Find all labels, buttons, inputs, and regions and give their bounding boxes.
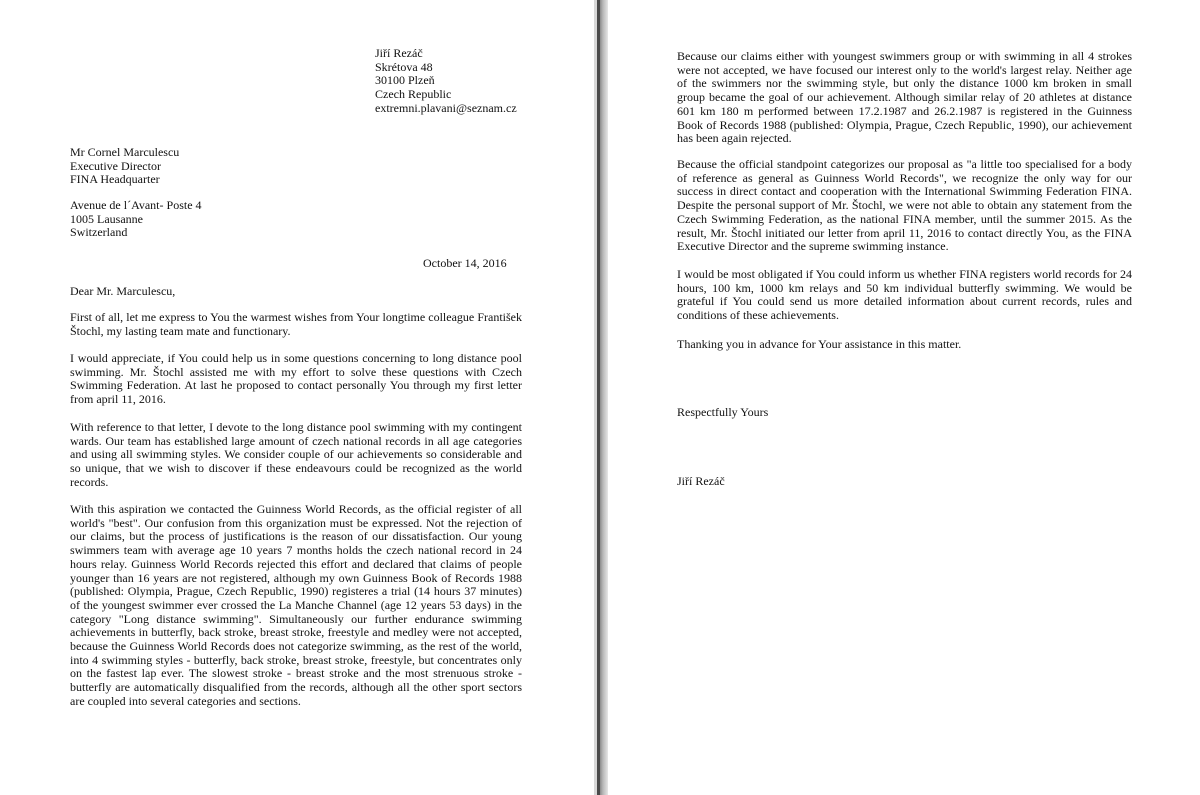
- paragraph: I would appreciate, if You could help us in some questions concerning to long distance pool swimming. Mr. Štochl assisted me with my effort to solve these questions with Czech Swimming Federation. At last he proposed to contact personally You through my first letter from april 11, 2016.: [70, 351, 522, 407]
- recipient-address-block: [70, 199, 202, 240]
- paragraph: With this aspiration we contacted the Guinness World Records, as the official register of all world's "best". Our confusion from this organization must be expressed. Not the rejection of our claims, but the process of justifications is the reason of our dissatisfaction. Our young swimmers team with average age 10 years 7 months holds the czech national record in 24 hours relay. Guinness World Records rejected this effort and declared that claims of people younger than 16 years are not registered, although my own Guinness Book of Records 1988 (published: Olympia, Prague, Czech Republic, 1990) registeres a trial (14 hours 37 minutes) of the youngest swimmer ever crossed the La Manche Channel (age 12 years 53 days) in the category "Long distance swimming". Simultaneously our further endurance swimming achievements in butterfly, back stroke, breast stroke, freestyle and medley were not accepted, because the Guinness World Records does not categorize swimming, as the rest of the world, into 4 swimming styles - butterfly, back stroke, breast stroke, freestyle, but concentrates only on the fastest lap ever. The slowest stroke - breast stroke and the most strenuous stroke - butterfly are automatically disqualified from the records, although all the other sport sectors are coupled into several categories and sections.: [70, 502, 522, 708]
- recipient-city: 1005 Lausanne: [70, 211, 143, 226]
- recipient-org: FINA Headquarter: [70, 172, 160, 187]
- paragraph: Because our claims either with youngest swimmers group or with swimming in all 4 strokes were not accepted, we have focused our interest only to the world's largest relay. Neither age of the swimmers nor the swimming style, but only the distance 1000 km broken in small group became the goal of our achievement. Although similar relay of 20 athletes at distance 601 km 180 m performed between 17.2.1987 and 26.2.1987 is registered in the Guinness Book of Records 1988 (published: Olympia, Prague, Czech Republic, 1990), our achievement has been again rejected.: [677, 49, 1132, 146]
- paragraph: With reference to that letter, I devote to the long distance pool swimming with my contingent wards. Our team has established large amount of czech national records in all age categories and using all swimming styles. We consider couple of our achievements so considerable and so unique, that we wish to discover if these endeavours could be recognized as the world records.: [70, 420, 522, 489]
- sender-city: 30100 Plzeň: [375, 73, 435, 88]
- paragraph: I would be most obligated if You could inform us whether FINA registers world records for 24 hours, 100 km, 1000 km relays and 50 km individual butterfly swimming. We would be grateful if You could send us more detailed information about current records, rules and conditions of these achievements.: [677, 267, 1132, 323]
- recipient-street: Avenue de l´Avant- Poste 4: [70, 198, 202, 212]
- paragraph: Thanking you in advance for Your assistance in this matter.: [677, 337, 962, 351]
- recipient-title: Executive Director: [70, 158, 161, 173]
- sender-address-block: [375, 47, 517, 116]
- recipient-country: Switzerland: [70, 225, 128, 240]
- paragraph: Because the official standpoint categorizes our proposal as "a little too specialised for a body of reference as general as Guinness World Records", we recognize the only way for our success in direct contact and cooperation with the International Swimming Federation FINA. Despite the personal support of Mr. Štochl, we were not able to obtain any statement from the Czech Swimming Federation, as the national FINA member, until the summer 2015. As the result, Mr. Štochl initiated our letter from april 11, 2016 to contact directly You, as the FINA Executive Director and the supreme swimming instance.: [677, 157, 1132, 254]
- recipient-name: Mr Cornel Marculescu: [70, 145, 180, 159]
- salutation: Dear Mr. Marculescu,: [70, 284, 176, 298]
- sender-name: Jiří Rezáč: [375, 46, 423, 60]
- document-page-right: [608, 0, 1200, 795]
- document-page-left: [0, 0, 594, 795]
- sender-email: extremni.plavani@seznam.cz: [375, 100, 517, 115]
- signature: Jiří Rezáč: [677, 474, 725, 488]
- sender-street: Skrétova 48: [375, 59, 433, 74]
- paragraph: First of all, let me express to You the warmest wishes from Your longtime colleague František Štochl, my lasting team mate and functionary.: [70, 310, 522, 338]
- page-divider: [594, 0, 608, 795]
- sender-country: Czech Republic: [375, 87, 452, 102]
- recipient-block: [70, 146, 179, 187]
- letter-date: October 14, 2016: [423, 256, 507, 270]
- closing: Respectfully Yours: [677, 405, 769, 419]
